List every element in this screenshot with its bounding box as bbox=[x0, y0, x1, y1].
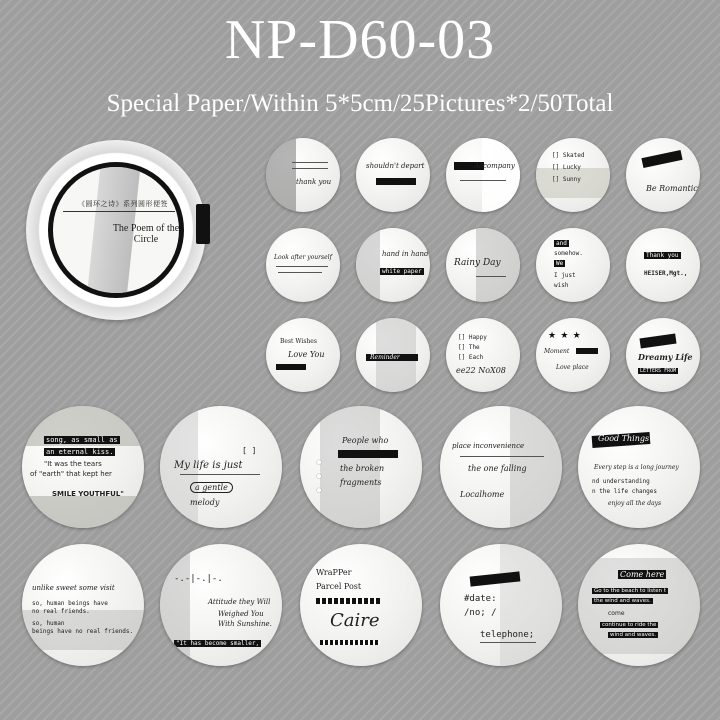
sticker-15-text: Dreamy Life bbox=[638, 352, 693, 362]
sticker-21 bbox=[22, 544, 144, 666]
sticker-22-line-5: "It has become smaller, bbox=[176, 640, 260, 647]
sticker-22-line-1: -.-|-.|-. bbox=[174, 574, 223, 584]
sticker-20-line-2: Every step is a long journey bbox=[594, 464, 679, 471]
sticker-16-line-5: SMILE YOUTHFUL" bbox=[52, 490, 124, 498]
sticker-16-line-3: "It was the tears bbox=[44, 460, 102, 468]
sticker-10 bbox=[626, 228, 700, 302]
sticker-16-line-1: song, as small as bbox=[46, 436, 118, 444]
sticker-11 bbox=[266, 318, 340, 392]
sticker-23-line-3: Caire bbox=[330, 610, 380, 631]
sticker-23-line-1: WraPPer bbox=[316, 568, 352, 577]
sticker-14 bbox=[536, 318, 610, 392]
sticker-21-line-3: no real friends. bbox=[32, 608, 90, 615]
sticker-24 bbox=[440, 544, 562, 666]
sticker-14-stars: ★ ★ ★ bbox=[548, 330, 582, 340]
sticker-24-line-1: #date: bbox=[464, 594, 497, 604]
sticker-18-line-1: People who bbox=[342, 436, 389, 445]
sticker-12-text: Reminder bbox=[370, 354, 400, 361]
sticker-4-line-2: [] Lucky bbox=[552, 164, 581, 171]
sticker-21-line-2: so, human beings have bbox=[32, 600, 108, 607]
sticker-5 bbox=[626, 138, 700, 212]
sticker-11-line-2: Love You bbox=[288, 350, 325, 359]
sticker-2 bbox=[356, 138, 430, 212]
sticker-18-line-2: the broken bbox=[340, 464, 385, 473]
sticker-12 bbox=[356, 318, 430, 392]
sticker-25-line-4: come bbox=[608, 610, 625, 617]
sticker-23 bbox=[300, 544, 422, 666]
sticker-22 bbox=[160, 544, 282, 666]
sticker-20-line-5: enjoy all the days bbox=[608, 500, 662, 507]
sticker-17-line-2: My life is just bbox=[174, 460, 243, 471]
sticker-16-line-2: an eternal kiss. bbox=[46, 448, 114, 456]
sticker-25-line-3: the wind and waves. bbox=[594, 598, 651, 604]
sticker-21-line-1: unlike sweet some visit bbox=[32, 584, 115, 592]
sticker-9-line-1: and bbox=[556, 240, 567, 247]
sticker-22-line-4: With Sunshine. bbox=[218, 620, 272, 628]
sticker-9-line-2: somehow. bbox=[554, 250, 583, 257]
sticker-22-line-2: Attitude they Will bbox=[208, 598, 271, 606]
sticker-13-line-2: [] The bbox=[458, 344, 480, 351]
sticker-19-line-3: Localhome bbox=[460, 490, 505, 499]
sticker-3-text: Accompany bbox=[474, 162, 515, 170]
sticker-25 bbox=[578, 544, 700, 666]
sticker-19-line-1: place inconvenience bbox=[452, 442, 525, 450]
sticker-17-line-3: a gentle bbox=[190, 482, 233, 493]
sticker-9 bbox=[536, 228, 610, 302]
sticker-15 bbox=[626, 318, 700, 392]
sticker-4-line-1: [] Skated bbox=[552, 152, 585, 159]
sticker-6 bbox=[266, 228, 340, 302]
sticker-13-line-1: [] Happy bbox=[458, 334, 487, 341]
sticker-25-line-1: Come here bbox=[620, 570, 665, 579]
sticker-14-line-2: Moment bbox=[544, 348, 570, 355]
sticker-16 bbox=[22, 406, 144, 528]
sticker-25-line-5: continue to ride the bbox=[602, 622, 657, 628]
sticker-18-line-3: fragments bbox=[340, 478, 382, 487]
sticker-2-text: shouldn't depart bbox=[366, 162, 425, 170]
roll-chinese-label: 《圆环之诗》系列圆形便签 bbox=[78, 200, 168, 208]
sticker-9-line-4: I just bbox=[554, 272, 576, 279]
sticker-13 bbox=[446, 318, 520, 392]
roll-tab bbox=[196, 204, 210, 244]
sticker-19-line-2: the one falling bbox=[468, 464, 527, 473]
sticker-22-line-3: Weighed You bbox=[218, 610, 264, 618]
roll-title: The Poem of the Circle bbox=[112, 223, 180, 245]
sticker-13-line-3: [] Each bbox=[458, 354, 484, 361]
sticker-25-line-2: Go to the beach to listen t bbox=[594, 588, 667, 594]
sticker-1 bbox=[266, 138, 340, 212]
roll-core bbox=[48, 162, 184, 298]
sticker-17-line-4: melody bbox=[190, 498, 220, 507]
sticker-7 bbox=[356, 228, 430, 302]
sticker-23-line-2: Parcel Post bbox=[316, 582, 362, 591]
product-spec-subtitle: Special Paper/Within 5*5cm/25Pictures*2/50Total bbox=[106, 90, 614, 117]
sticker-5-text: Be Romantic bbox=[646, 184, 698, 193]
sticker-16-line-4: of "earth" that kept her bbox=[30, 470, 112, 478]
sticker-11-line-1: Best Wishes bbox=[280, 338, 317, 345]
sticker-3 bbox=[446, 138, 520, 212]
sticker-20-line-4: n the life changes bbox=[592, 488, 658, 495]
sticker-17 bbox=[160, 406, 282, 528]
sticker-roll bbox=[26, 140, 206, 320]
sticker-7-label: white paper bbox=[382, 268, 422, 275]
sticker-20-line-3: nd understanding bbox=[592, 478, 650, 485]
sticker-18: People who the broken fragments ● ● ● bbox=[300, 406, 422, 528]
sticker-13-code: ee22 NoX08 bbox=[456, 366, 506, 375]
product-code-title: NP-D60-03 bbox=[224, 9, 496, 71]
sticker-1-text: thank you bbox=[296, 178, 332, 186]
sticker-21-line-5: beings have no real friends. bbox=[32, 628, 134, 635]
roll-divider bbox=[63, 211, 175, 212]
sticker-17-line-1: [ ] bbox=[242, 446, 257, 455]
sticker-9-line-5: wish bbox=[554, 282, 569, 289]
sticker-24-line-3: telephone; bbox=[480, 630, 535, 640]
sticker-14-line-3: Love place bbox=[556, 364, 589, 371]
sticker-4-line-3: [] Sunny bbox=[552, 176, 581, 183]
sticker-19 bbox=[440, 406, 562, 528]
sticker-20-line-1: Good Things bbox=[598, 434, 650, 443]
sticker-6-text: Look after yourself bbox=[274, 254, 332, 261]
sticker-10-label: HEISER,Mgt., bbox=[644, 270, 688, 277]
sticker-15-label: LETTERS FROM bbox=[640, 368, 677, 374]
sticker-20 bbox=[578, 406, 700, 528]
sticker-8 bbox=[446, 228, 520, 302]
sticker-7-text: hand in hand bbox=[382, 250, 429, 258]
sticker-21-line-4: so, human bbox=[32, 620, 65, 627]
sticker-25-line-6: wind and waves. bbox=[610, 632, 656, 638]
sticker-10-text: Thank you bbox=[646, 252, 679, 259]
sticker-24-line-2: /no; / bbox=[464, 608, 497, 618]
sticker-8-text: Rainy Day bbox=[454, 258, 501, 268]
sticker-9-line-3: We bbox=[556, 260, 564, 267]
sticker-4 bbox=[536, 138, 610, 212]
